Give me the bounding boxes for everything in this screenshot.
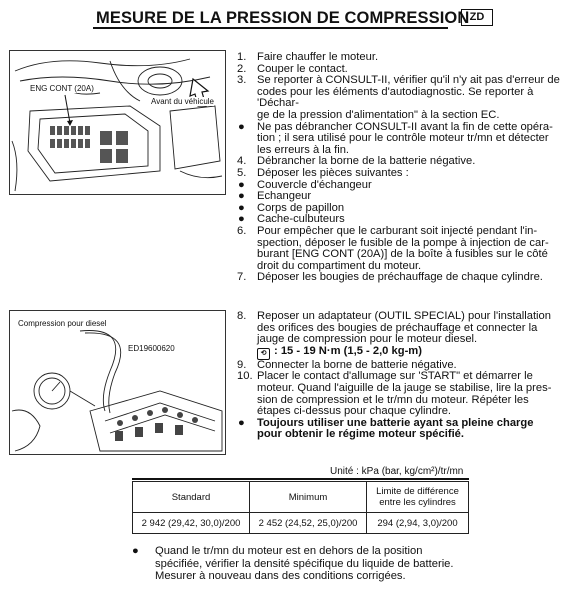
warning-battery: ● Toujours utiliser une batterie ayant sa pleine charge pour obtenir le régime moteur spécifié. xyxy=(238,416,534,441)
step-1: 1. Faire chauffer le moteur. xyxy=(237,51,379,63)
table-header: Minimum xyxy=(250,482,367,513)
compression-gauge-illustration xyxy=(10,311,225,454)
table-top-rule xyxy=(132,478,469,480)
step-3: 3. Se reporter à CONSULT-II, vérifier qu'il n'y ait pas d'erreur de codes pour les éléments d'autodiagnostic. Se reporter à 'Déchar- ge de la pression d'alimentation" à la section EC. xyxy=(237,74,560,121)
procedure-steps-1 xyxy=(237,52,577,284)
table-cell: 2 452 (24,52, 25,0)/200 xyxy=(250,513,367,534)
figure-compression-gauge xyxy=(9,310,226,455)
note-consult: ● Ne pas débrancher CONSULT-II avant la fin de cette opéra- tion ; il sera utilisé pour le contrôle moteur tr/mn et détecter les erreurs à la fin. xyxy=(238,120,553,156)
procedure-steps-2 xyxy=(237,311,577,441)
part-item: ● Echangeur xyxy=(238,190,312,203)
part-item: ● Cache-culbuteurs xyxy=(238,213,345,226)
engine-bay-illustration xyxy=(10,51,225,194)
compression-spec-table xyxy=(132,481,469,534)
step-7: 7. Déposer les bougies de préchauffage de chaque cylindre. xyxy=(237,271,543,284)
tool-label: Compression pour diesel xyxy=(18,319,107,328)
title-underline xyxy=(93,27,448,29)
figure-engine-fuse-box xyxy=(9,50,226,195)
figure-code: ED19600620 xyxy=(128,344,175,353)
part-item: ● Couvercle d'échangeur xyxy=(238,178,372,191)
fuse-label: ENG CONT (20A) xyxy=(30,84,94,93)
step-6: 6. Pour empêcher que le carburant soit injecté pendant l'in- spection, déposer le fusible de la pompe à injection de car- burant [ENG CONT (20A)] de la boîte à fusibles sur le côté droit du compartiment du moteur. xyxy=(237,224,549,272)
part-item: ● Corps de papillon xyxy=(238,201,345,214)
section-badge: ZD xyxy=(461,9,493,26)
table-row xyxy=(133,513,469,534)
table-unit: Unité : kPa (bar, kg/cm²)/tr/mn xyxy=(330,466,464,477)
step-10: 10. Placer le contact d'allumage sur 'START" et démarrer le moteur. Quand l'aiguille de la jauge se stabilise, lire la pres- sion de compression et le tr/mn du moteur. Répéter les étapes ci-dessus pour chaque cylindre. xyxy=(237,370,552,418)
front-label: Avant du véhicule xyxy=(151,97,215,106)
table-cell: 294 (2,94, 3,0)/200 xyxy=(367,513,469,534)
step-2: 2. Couper le contact. xyxy=(237,62,348,75)
torque-wrench-icon: ⟲ xyxy=(257,348,270,360)
step-5: 5. Déposer les pièces suivantes : xyxy=(237,166,409,179)
table-header: Limite de différence entre les cylindres xyxy=(367,482,469,513)
table-cell: 2 942 (29,42, 30,0)/200 xyxy=(133,513,250,534)
page-title: MESURE DE LA PRESSION DE COMPRESSION xyxy=(96,9,470,27)
step-9: 9. Connecter la borne de batterie négative. xyxy=(237,358,457,371)
torque-spec: ⟲ : 15 - 19 N·m (1,5 - 2,0 kg-m) xyxy=(237,346,577,360)
rpm-note: ● Quand le tr/mn du moteur est en dehors de la position spécifiée, vérifier la densité spécifique du liquide de batterie. Mesurer à nouveau dans des conditions corrigées. xyxy=(132,545,454,582)
step-8: 8. Reposer un adaptateur (OUTIL SPECIAL) pour l'installation des orifices des bougies de préchauffage et connecter la jauge de compression pour le moteur diesel. xyxy=(237,310,551,346)
table-header: Standard xyxy=(133,482,250,513)
step-4: 4. Débrancher la borne de la batterie négative. xyxy=(237,155,476,168)
